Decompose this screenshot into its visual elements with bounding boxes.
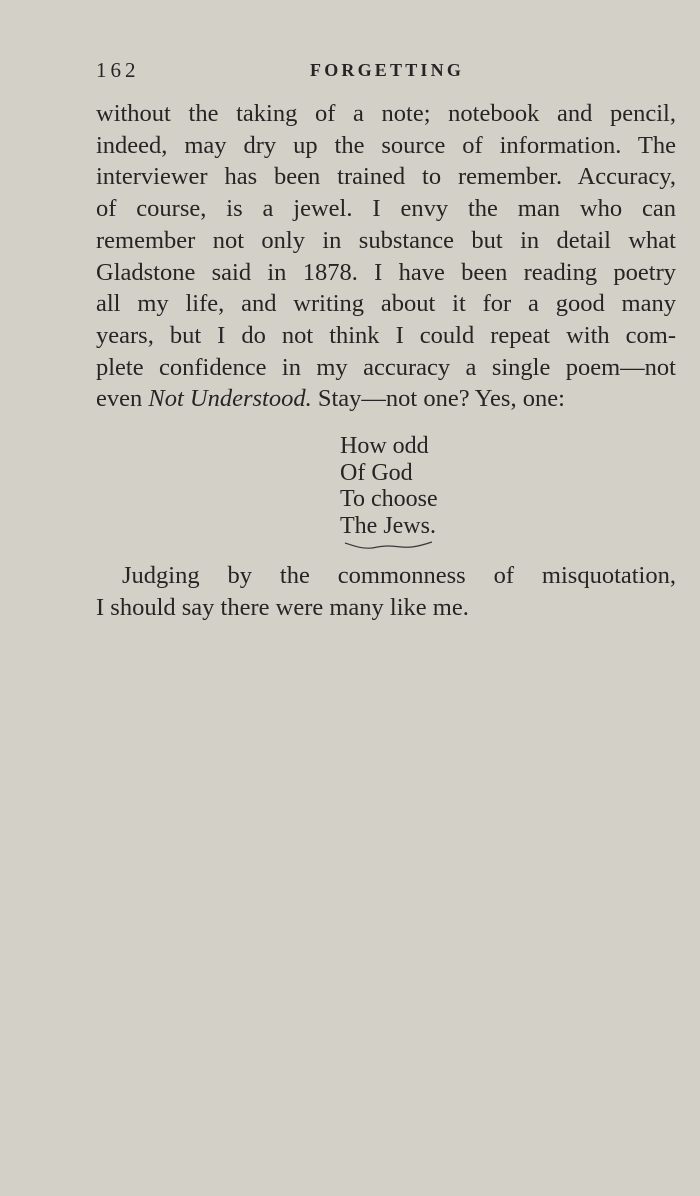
paragraph-1 [96, 98, 676, 415]
text-line: indeed, may dry up the source of information. The [96, 131, 676, 159]
text-line: interviewer has been trained to remember. Accuracy, [96, 163, 676, 191]
paragraph-2 [96, 560, 676, 623]
page-number: 162 [96, 58, 140, 82]
page-header [96, 58, 676, 84]
running-head: FORGETTING [310, 60, 465, 80]
text-line: plete confidence in my accuracy a single poem—not [96, 353, 676, 381]
ornament-flourish [342, 540, 434, 552]
text-line: I should say there were many like me. [96, 593, 469, 621]
text-fragment: even [96, 385, 149, 413]
text-line: Judging by the commonness of misquotation, [122, 562, 676, 589]
text-line: without the taking of a note; notebook and pencil, [96, 100, 676, 127]
book-title: Not Understood. [148, 385, 312, 413]
text-line: of course, is a jewel. I envy the man who can [96, 195, 676, 223]
text-line-last [96, 383, 676, 415]
text-line: remember not only in substance but in detail what [96, 226, 676, 254]
poem [340, 433, 438, 539]
text-line: Gladstone said in 1878. I have been reading poetry [96, 258, 676, 286]
poem-line: The Jews. [340, 512, 436, 539]
text-line: years, but I do not think I could repeat with com- [96, 321, 676, 349]
poem-line: To choose [340, 486, 438, 512]
poem-line: How odd [340, 433, 429, 459]
text-line: all my life, and writing about it for a good many [96, 290, 676, 318]
poem-line: Of God [340, 459, 413, 486]
text-fragment: Stay—not one? Yes, one: [311, 385, 565, 413]
